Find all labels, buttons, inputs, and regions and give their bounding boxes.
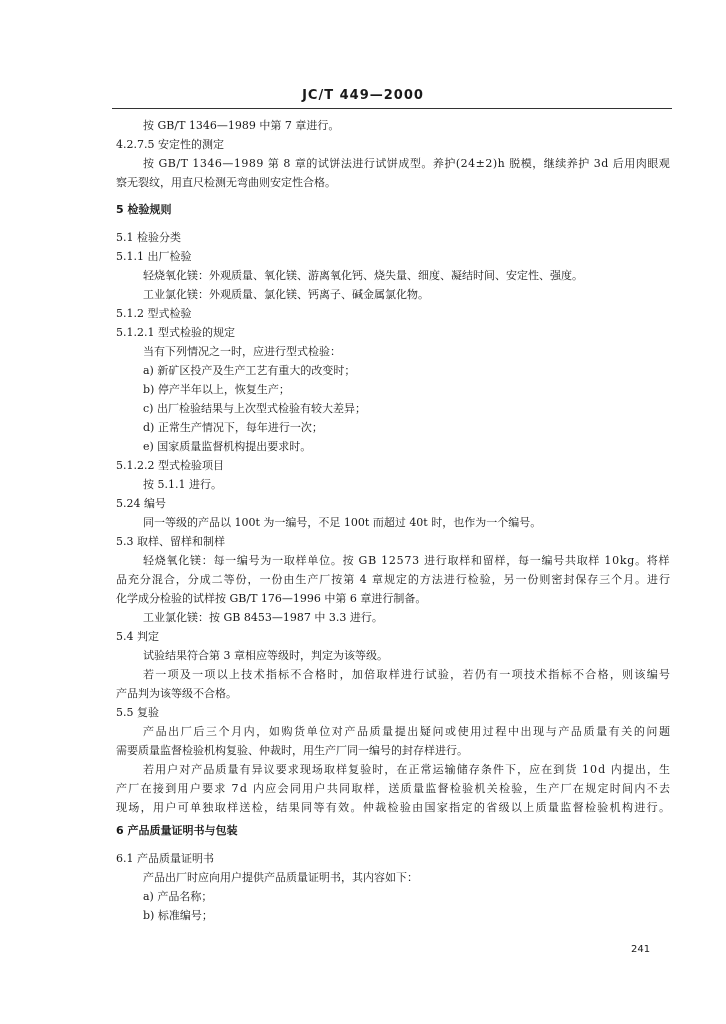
text-line: 5.3 取样、留样和制样 (116, 535, 225, 548)
text-line: 5.1.1 出厂检验 (116, 250, 192, 263)
text-line: 试验结果符合第 3 章相应等级时，判定为该等级。 (143, 649, 388, 662)
text-line: 5.4 判定 (116, 630, 159, 643)
text-line: 6.1 产品质量证明书 (116, 852, 214, 865)
text-line: 产品判为该等级不合格。 (116, 687, 237, 700)
text-line: 4.2.7.5 安定性的测定 (116, 138, 224, 151)
text-line: 工业氯化镁：外观质量、氯化镁、钙离子、碱金属氯化物。 (143, 288, 429, 301)
text-line: 产品出厂后三个月内，如购货单位对产品质量提出疑问或使用过程中出现与产品质量有关的问题 (143, 725, 672, 738)
text-line: 5.1 检验分类 (116, 231, 181, 244)
text-line: a) 新矿区投产及生产工艺有重大的改变时； (143, 364, 356, 377)
text-line: 察无裂纹，用直尺检测无弯曲则安定性合格。 (116, 176, 336, 189)
text-line: 按 GB/T 1346—1989 第 8 章的试饼法进行试饼成型。养护(24±2)h 脱模，继续养护 3d 后用肉眼观 (143, 157, 671, 170)
text-line: 5.1.2 型式检验 (116, 307, 192, 320)
section-heading: 5 检验规则 (116, 203, 172, 216)
text-line: 5.1.2.1 型式检验的规定 (116, 326, 235, 339)
text-line: 现场，用户可单独取样送检，结果同等有效。仲裁检验由国家指定的省级以上质量监督检验机构进行。 (116, 801, 672, 814)
text-line: b) 停产半年以上，恢复生产； (143, 383, 290, 396)
page-number: 241 (631, 944, 651, 955)
text-line: d) 正常生产情况下，每年进行一次； (143, 421, 323, 434)
text-line: 轻烧氧化镁：外观质量、氧化镁、游离氧化钙、烧失量、细度、凝结时间、安定性、强度。 (143, 269, 583, 282)
text-line: 按 5.1.1 进行。 (143, 478, 222, 491)
page-header: JC/T 449—2000 (302, 88, 424, 103)
text-line: a) 产品名称； (143, 890, 213, 903)
text-line: 产厂在接到用户要求 7d 内应会同用户共同取样，送质量监督检验机关检验，生产厂在规定时间内不去 (116, 782, 672, 795)
text-line: 同一等级的产品以 100t 为一编号，不足 100t 而超过 40t 时，也作为一个编号。 (143, 516, 542, 529)
text-line: e) 国家质量监督机构提出要求时。 (143, 440, 312, 453)
text-line: 若一项及一项以上技术指标不合格时，加倍取样进行试验，若仍有一项技术指标不合格，则该编号 (143, 668, 672, 681)
section-heading: 6 产品质量证明书与包装 (116, 824, 238, 837)
text-line: 需要质量监督检验机构复验、仲裁时，用生产厂同一编号的封存样进行。 (116, 744, 468, 757)
text-line: 按 GB/T 1346—1989 中第 7 章进行。 (143, 119, 340, 132)
header-rule (112, 108, 672, 109)
text-line: 化学成分检验的试样按 GB/T 176—1996 中第 6 章进行制备。 (116, 592, 427, 605)
text-line: 品充分混合，分成二等份，一份由生产厂按第 4 章规定的方法进行检验，另一份则密封保存三个月。进行 (116, 573, 671, 586)
text-line: 工业氯化镁：按 GB 8453—1987 中 3.3 进行。 (143, 611, 383, 624)
text-line: b) 标准编号； (143, 909, 213, 922)
text-line: 5.5 复验 (116, 706, 159, 719)
text-line: 若用户对产品质量有异议要求现场取样复验时，在正常运输储存条件下，应在到货 10d 内提出，生 (143, 763, 672, 776)
text-line: c) 出厂检验结果与上次型式检验有较大差异； (143, 402, 366, 415)
text-line: 轻烧氧化镁：每一编号为一取样单位。按 GB 12573 进行取样和留样，每一编号共取样 10kg。将样 (143, 554, 671, 567)
text-line: 5.24 编号 (116, 497, 166, 510)
text-line: 5.1.2.2 型式检验项目 (116, 459, 224, 472)
text-line: 产品出厂时应向用户提供产品质量证明书，其内容如下： (143, 871, 418, 884)
text-line: 当有下列情况之一时，应进行型式检验： (143, 345, 341, 358)
